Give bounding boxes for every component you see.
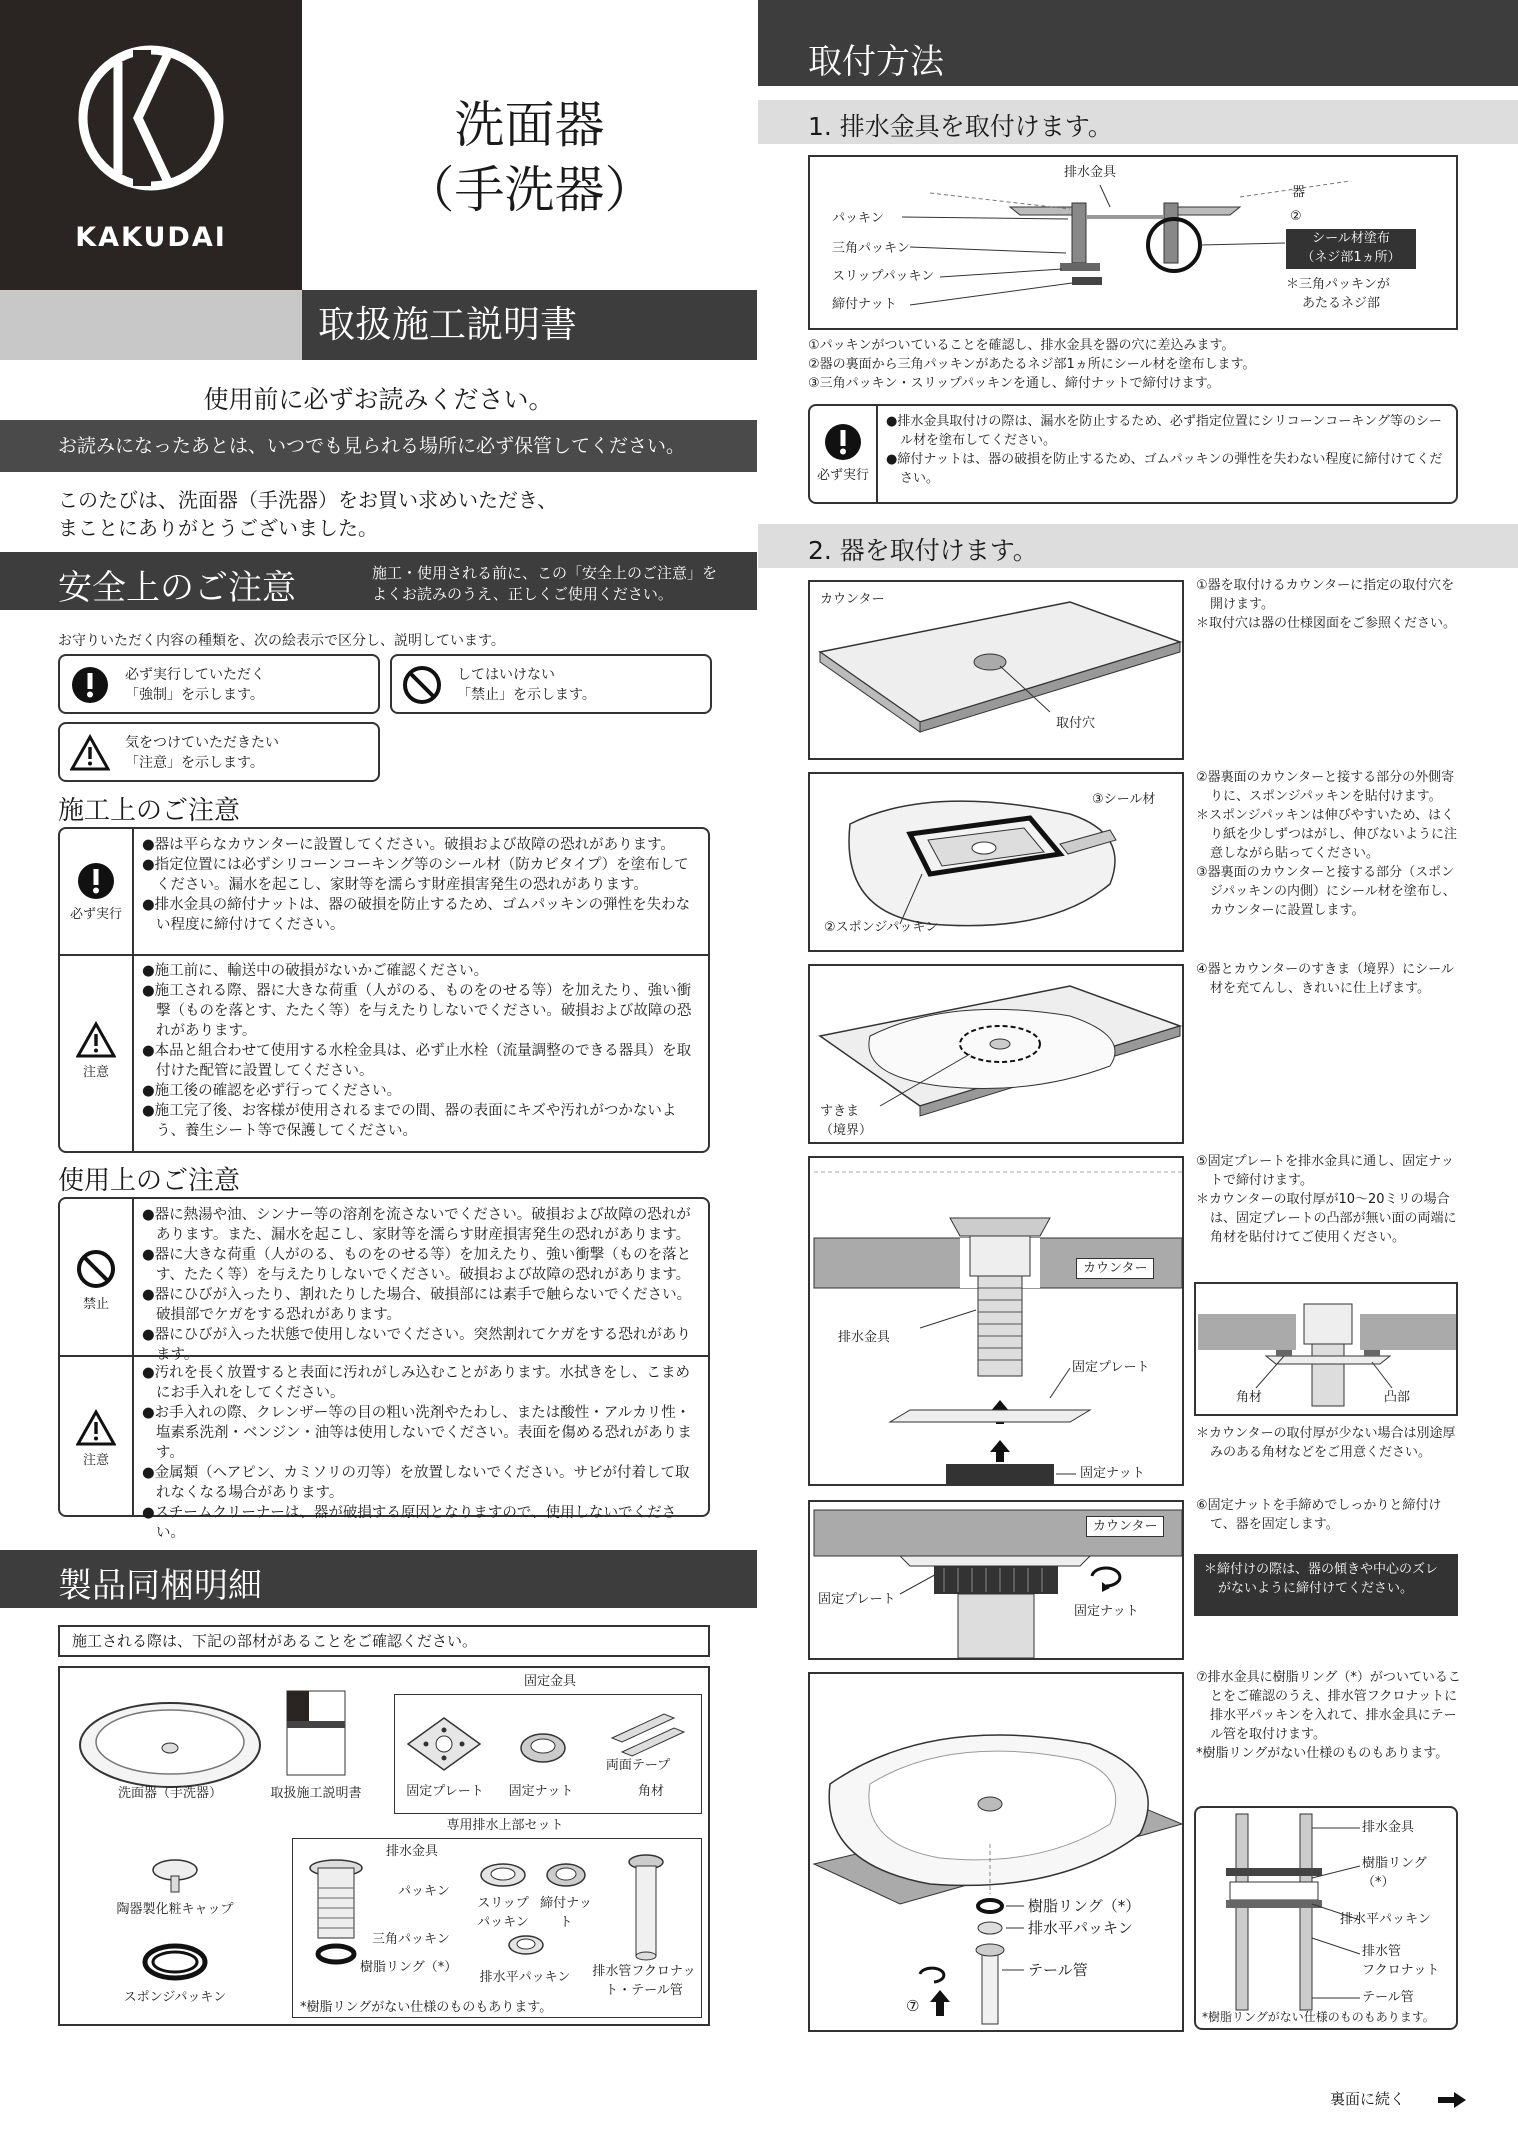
contents-heading: 製品同梱明細 (58, 1566, 262, 1606)
packing-label: パッキン (398, 1884, 450, 1899)
must-do-icon (823, 422, 863, 462)
tail-pipe-icon (626, 1852, 666, 1962)
subtitle: 取扱施工説明書 (318, 303, 577, 346)
step2f-text: ⑦排水金具に樹脂リング（*）がついていることをご確認のうえ、排水管フクロナットに排水平パッキンを入れて、排水金具にテール管を取付けます。 *樹脂リングがない仕様のものもあります。 (1196, 1670, 1461, 1761)
triangle-packing-label: 三角パッキン (372, 1932, 450, 1947)
step2e-warning: ＊締付けの際は、器の傾きや中心のズレがないように締付けてください。 (1194, 1554, 1458, 1616)
counter-tag: カウンター (1076, 1258, 1154, 1279)
sponge-packing-label: スポンジパッキン (123, 1990, 227, 2005)
tighten-nut-icon (544, 1860, 588, 1890)
install-must-list: ●器は平らなカウンターに設置してください。破損および故障の恐れがあります。 ●指定位置には必ずシリコーンコーキング等のシール材（防カビタイプ）を塗布してください。漏水を起こし、家財等を濡らす財産損害発生の恐れがあります。 ●排水金具の締付ナットは、器の破損を防止するため、ゴムパッキンの弾性を失わない程度に締付けてください。 (142, 837, 691, 933)
fixing-group-label: 固定金具 (523, 1674, 576, 1689)
step2e-text: ⑥固定ナットを手締めでしっかりと締付けて、器を固定します。 (1196, 1498, 1442, 1532)
step1-title: 1. 排水金具を取付けます。 (808, 112, 1113, 141)
title-line1: 洗面器 (454, 96, 605, 154)
use-cautions-box (58, 1197, 710, 1541)
thanks-line2: まことにありがとうございました。 (58, 516, 378, 540)
ceramic-cap-label: 陶器製化粧キャップ (116, 1902, 234, 1917)
arrow-right-icon (1438, 2092, 1466, 2108)
flat-packing-label: 排水平パッキン (479, 1970, 571, 1985)
read-first: 使用前に必ずお読みください。 (203, 385, 554, 414)
keep-banner: お読みになったあとは、いつでも見られる場所に必ず保管してください。 (0, 420, 757, 472)
method-heading: 取付方法 (808, 42, 944, 82)
manual-label: 取扱施工説明書 (270, 1786, 362, 1801)
header-gray (0, 290, 302, 360)
slip-packing-label: スリップパッキン (477, 1896, 529, 1930)
slip-packing-icon (478, 1860, 528, 1890)
legend-prohibit: してはいけない 「禁止」を示します。 (390, 654, 712, 714)
step2d-detail: 角材 凸部 (1194, 1282, 1458, 1416)
continue-note: 裏面に続く (1330, 2088, 1470, 2114)
resin-ring-label: 樹脂リング（*） (360, 1960, 458, 1975)
step2f-illustration: 樹脂リング（*） 排水平パッキン テール管 ⑦ (808, 1672, 1184, 2032)
method-bar (758, 0, 1518, 86)
use-cautions-heading: 使用上のご注意 (58, 1166, 241, 1196)
double-tape-label: 両面テープ (605, 1758, 671, 1773)
must-label: 必ず実行 (69, 907, 122, 922)
seal-label-box: シール材塗布 （ネジ部1ヵ所） (1286, 229, 1416, 269)
legend-must: 必ず実行していただく 「強制」を示します。 (58, 654, 380, 714)
safety-heading: 安全上のご注意 (58, 568, 296, 608)
flat-packing-icon (506, 1932, 546, 1958)
step2c-text: ④器とカウンターのすきま（境界）にシール材を充てんし、きれいに仕上げます。 (1196, 962, 1454, 996)
contents-bar (0, 1550, 757, 1608)
step2b-illustration: ③シール材 ②スポンジパッキン (808, 772, 1184, 952)
legend-caution: 気をつけていただきたい 「注意」を示します。 (58, 722, 380, 782)
caution-icon (70, 734, 110, 772)
step2d-illustration: カウンター 排水金具 固定プレート 固定ナット (808, 1156, 1184, 1486)
thanks-line1: このたびは、洗面器（手洗器）をお買い求めいただき、 (58, 488, 558, 512)
step2e-illustration: カウンター 固定プレート 固定ナット (808, 1500, 1184, 1660)
install-cautions-heading: 施工上のご注意 (58, 796, 241, 826)
fixing-nut-label: 固定ナット (508, 1784, 574, 1799)
title-line2: （手洗器） (404, 161, 655, 219)
install-caution-list: ●施工前に、輸送中の破損がないかご確認ください。 ●施工される際、器に大きな荷重（人がのる、ものをのせる等）を加えたり、強い衝撃（ものを落とす、たたく等）を与えたりしないでください。破損および故障の恐れがあります。 ●本品と組合わせて使用する水栓金具は、必ず止水栓（流量調整のできる器具）を取付けた配管に設置してください。 ●施工後の確認を必ず行ってください。 ●施工完了後、お客様が使用されるまでの間、器の表面にキズや汚れがつかないよう、養生シート等で保護してください。 (142, 963, 692, 1139)
safety-bar (0, 552, 757, 610)
caution-label: 注意 (82, 1065, 109, 1080)
step2f-detail: 排水金具 樹脂リング （*） 排水平パッキン 排水管 フクロナット テール管 *樹脂リングがない仕様のものもあります。 (1194, 1806, 1458, 2030)
fixing-plate-icon (404, 1714, 484, 1774)
fixing-section-icon (810, 1158, 1184, 1486)
gap-icon (810, 966, 1184, 1144)
drain-group-label: 専用排水上部セット (446, 1818, 564, 1833)
fixing-nut-icon (518, 1728, 568, 1768)
step2-bar (758, 524, 1518, 568)
use-caution-list: ●汚れを長く放置すると表面に汚れがしみ込むことがあります。水拭きをし、こまめにお手入れをしてください。 ●お手入れの際、クレンザー等の目の粗い洗剤やたわし、または酸性・アルカリ性・塩素系洗剤・ベンジン・油等は使用しないでください。表面を傷める恐れがあります。 ●金属類（ヘアピン、カミソリの刃等）を放置しないでください。サビが付着して取れなくなる場合があります。 ●スチームクリーナーは、器が破損する原因となりますので、使用しないでください。 (142, 1365, 692, 1541)
contents-panel (58, 1666, 710, 2026)
use-prohibit-list: ●器に熱湯や油、シンナー等の溶剤を流さないでください。破損および故障の恐れがあります。また、漏水を起こし、家財等を濡らす財産損害発生の恐れがあります。 ●器に大きな荷重（人がのる、ものをのせる等）を加えたり、強い衝撃（ものを落とす、たたく等）を与えたりしないでください。破損および故障の恐れがあります。 ●器にひびが入ったり、割れたりした場合、破損部には素手で触らないでください。破損部でケガをする恐れがあります。 ●器にひびが入った状態で使用しないでください。突然割れてケガをする恐れがあります。 (142, 1207, 692, 1363)
install-cautions-box (58, 827, 710, 1153)
prohibit-icon (402, 665, 442, 705)
classify-text: お守りいただく内容の種類を、次の絵表示で区分し、説明しています。 (58, 633, 505, 649)
fixing-plate-label: 固定プレート (406, 1784, 484, 1799)
safety-note-1: 施工・使用される前に、この「安全上のご注意」を (372, 564, 718, 582)
subtitle-bar (302, 290, 757, 360)
basin-label: 洗面器（手洗器） (117, 1786, 222, 1801)
step2b-text: ②器裏面のカウンターと接する部分の外側寄りに、スポンジパッキンを貼付けます。 ＊スポンジパッキンは伸びやすいため、はくり紙を少しずつはがし、伸びないように注意しながら貼ってください。 ③器裏面のカウンターと接する部分（スポンジパッキンの内側）にシール材を塗布し、カウンターに設置します。 (1196, 770, 1458, 918)
caution-label: 注意 (82, 1453, 109, 1468)
contents-check-box: 施工される際は、下記の部材があることをご確認ください。 (58, 1625, 710, 1657)
step1-illustration: 排水金具 器 パッキン 三角パッキン スリップパッキン 締付ナット ② シール材塗布 （ネジ部1ヵ所） ＊三角パッキンが あたるネジ部 (808, 155, 1458, 330)
ceramic-cap-icon (150, 1856, 200, 1896)
drain-fitting-label: 排水金具 (386, 1844, 439, 1859)
sponge-packing-icon (140, 1940, 210, 1984)
caution-icon (76, 1021, 116, 1059)
prohibit-label: 禁止 (82, 1297, 109, 1312)
must-do-icon (70, 665, 110, 705)
caution-icon (76, 1409, 116, 1447)
step1-notes: ①パッキンがついていることを確認し、排水金具を器の穴に差込みます。 ②器の裏面から三角パッキンがあたるネジ部1ヵ所にシール材を塗布します。 ③三角パッキン・スリップパッキンを通し、締付ナットで締付けます。 (808, 338, 1256, 391)
step2c-illustration: すきま （境界） (808, 964, 1184, 1144)
square-block-label: 角材 (637, 1784, 664, 1799)
step2d-text: ⑤固定プレートを排水金具に通し、固定ナットで締付けます。 ＊カウンターの取付厚が10〜20ミリの場合は、固定プレートの凸部が無い面の両端に角材を貼付けてご使用ください。 (1196, 1154, 1457, 1245)
step2a-text: ①器を取付けるカウンターに指定の取付穴を開けます。 ＊取付穴は器の仕様図面をご参照ください。 (1196, 578, 1457, 631)
must-do-icon (76, 861, 116, 901)
step2-title: 2. 器を取付けます。 (808, 536, 1038, 565)
counter-tag: カウンター (1086, 1516, 1164, 1537)
safety-note-2: よくお読みのうえ、正しくご使用ください。 (372, 585, 673, 603)
prohibit-icon (76, 1249, 116, 1289)
step1-bar (758, 100, 1518, 144)
square-block-icon (608, 1708, 688, 1758)
tail-nut-label: 排水管フクロナット・テール管 (592, 1964, 696, 1998)
logo-block (0, 0, 302, 290)
tighten-nut-label: 締付ナット (540, 1896, 592, 1930)
drain-footnote: *樹脂リングがない仕様のものもあります。 (300, 2000, 553, 2015)
step1-must-box: 必ず実行 ●排水金具取付けの際は、漏水を防止するため、必ず指定位置にシリコーンコーキング等のシール材を塗布してください。 ●締付ナットは、器の破損を防止するため、ゴムパッキンの弾性を失わない程度に締付けてください。 (808, 404, 1458, 504)
drain-fitting-icon (306, 1858, 366, 1968)
step2d-text2: ＊カウンターの取付厚が少ない場合は別途厚みのある角材などをご用意ください。 (1196, 1426, 1456, 1460)
tail-install-icon (810, 1674, 1184, 2032)
step2a-illustration: カウンター 取付穴 (808, 580, 1184, 760)
manual-icon (286, 1690, 346, 1776)
brand-name: KAKUDAI (75, 222, 227, 253)
